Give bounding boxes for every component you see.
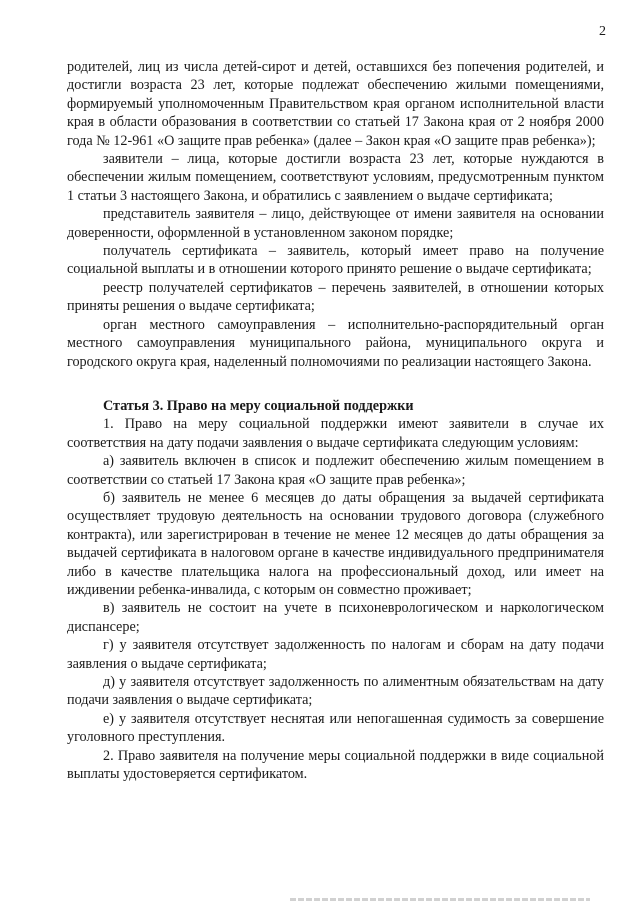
clause-1-a: а) заявитель включен в список и подлежит обеспечению жилым помещением в соответствии со статьей 17 Закона края «О защите прав ребенка»;: [67, 453, 604, 488]
article-heading: Статья 3. Право на меру социальной поддержки: [103, 397, 414, 414]
clause-1-d: д) у заявителя отсутствует задолженность по алиментным обязательствам на дату подачи заявления о выдаче сертификата;: [67, 674, 604, 709]
definition-representative: представитель заявителя – лицо, действующее от имени заявителя на основании доверенности, оформленной в установленном законом порядке;: [67, 206, 604, 241]
scan-artifact: [290, 898, 590, 901]
clause-1-v: в) заявитель не состоит на учете в психоневрологическом и наркологическом диспансере;: [67, 600, 604, 635]
clause-1-b: б) заявитель не менее 6 месяцев до даты обращения за выдачей сертификата осуществляет трудовую деятельность на основании трудового договора (служебного контракта), или зарегистрирован в течение не менее 12 месяцев до даты обращения за выдачей сертификата в налоговом органе в качестве индивидуального предпринимателя либо в качестве плательщика налога на профессиональный доход, или имеет на иждивении ребенка-инвалида, с которым он совместно проживает;: [67, 489, 604, 598]
definition-applicants: заявители – лица, которые достигли возраста 23 лет, которые нуждаются в обеспечении жилым помещением, соответствуют условиям, предусмотренным пунктом 1 статьи 3 настоящего Закона, и обратились с заявлением о выдаче сертификата;: [67, 151, 604, 204]
page-number: 2: [599, 24, 606, 39]
clause-1-e: е) у заявителя отсутствует неснятая или непогашенная судимость за совершение уголовного преступления.: [67, 710, 604, 746]
paragraph-continuation: родителей, лиц из числа детей-сирот и детей, оставшихся без попечения родителей, и достигли возраста 23 лет, которые подлежат обеспечению жилыми помещениями, формируемый уполномоченным Правительством края органом исполнительной власти края в области образования в соответствии со статьей 17 Закона края от 2 ноября 2000 года № 12-961 «О защите прав ребенка» (далее – Закон края «О защите прав ребенка»);: [67, 59, 604, 149]
clause-1: 1. Право на меру социальной поддержки имеют заявители в случае их соответствия на дату подачи заявления о выдаче сертификата следующим условиям:: [67, 416, 604, 451]
definition-recipient: получатель сертификата – заявитель, который имеет право на получение социальной выплаты и в отношении которого принято решение о выдаче сертификата;: [67, 243, 604, 278]
document-body: [67, 58, 604, 783]
definition-registry: реестр получателей сертификатов – перечень заявителей, в отношении которых приняты решения о выдаче сертификата;: [67, 279, 604, 315]
definition-local-authority: орган местного самоуправления – исполнительно-распорядительный орган местного самоуправления муниципального района, муниципального округа и городского округа края, наделенный полномочиями по реализации настоящего Закона.: [67, 316, 604, 370]
clause-1-g: г) у заявителя отсутствует задолженность по налогам и сборам на дату подачи заявления о выдаче сертификата;: [67, 637, 604, 672]
clause-2: 2. Право заявителя на получение меры социальной поддержки в виде социальной выплаты удостоверяется сертификатом.: [67, 747, 604, 783]
